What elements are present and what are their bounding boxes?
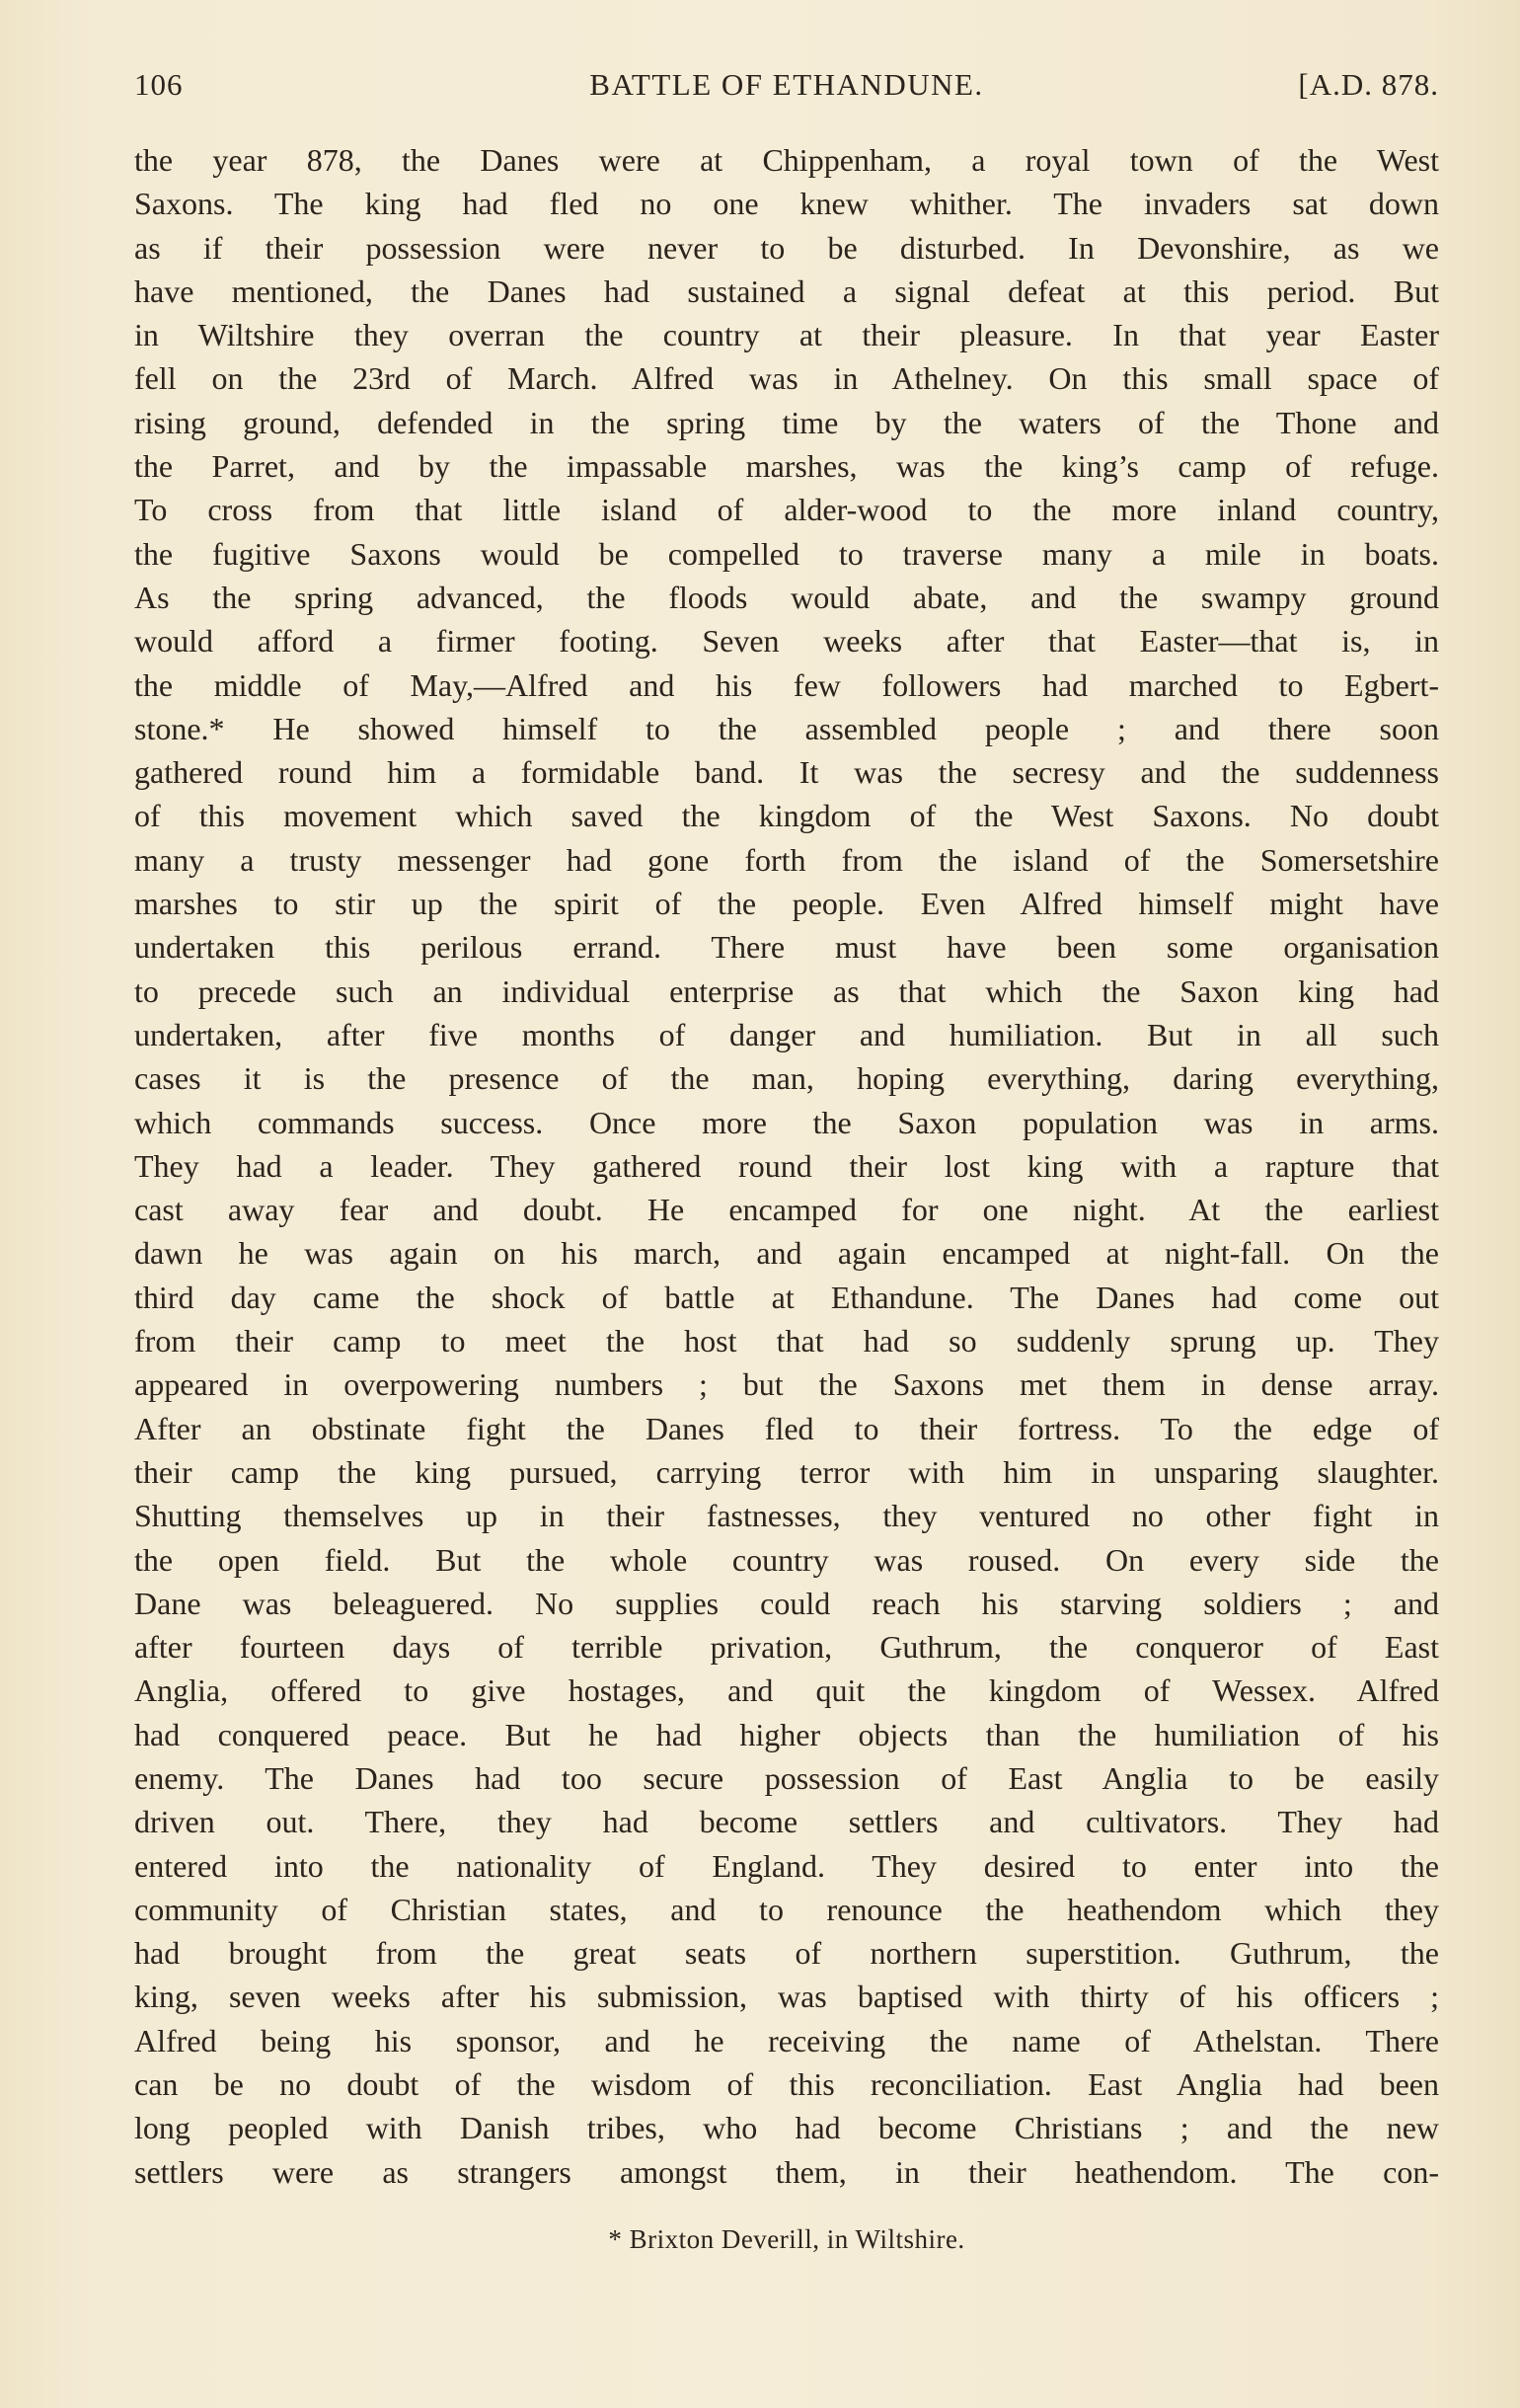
body-line: cast away fear and doubt. He encamped for one night. At the earliest <box>134 1192 1439 1228</box>
body-line: Saxons. The king had fled no one knew whither. The invaders sat down <box>134 186 1439 222</box>
body-line: fell on the 23rd of March. Alfred was in Athelney. On this small space of <box>134 360 1439 397</box>
body-line: of this movement which saved the kingdom of the West Saxons. No doubt <box>134 798 1439 834</box>
body-line: the year 878, the Danes were at Chippenham, a royal town of the West <box>134 142 1439 178</box>
body-text <box>134 138 1439 2194</box>
body-line: as if their possession were never to be disturbed. In Devonshire, as we <box>134 229 1439 266</box>
body-line: Dane was beleaguered. No supplies could reach his starving soldiers ; and <box>134 1585 1439 1621</box>
body-line: cases it is the presence of the man, hoping everything, daring everything, <box>134 1060 1439 1097</box>
date-marker: [A.D. 878. <box>1298 67 1439 102</box>
body-line: long peopled with Danish tribes, who had become Christians ; and the new <box>134 2110 1439 2146</box>
footnote: * Brixton Deverill, in Wiltshire. <box>608 2224 965 2254</box>
body-line: dawn he was again on his march, and again encamped at night-fall. On the <box>134 1235 1439 1272</box>
body-line: which commands success. Once more the Saxon population was in arms. <box>134 1104 1439 1140</box>
body-line: had brought from the great seats of northern superstition. Guthrum, the <box>134 1935 1439 1972</box>
body-line: They had a leader. They gathered round their lost king with a rapture that <box>134 1147 1439 1184</box>
body-line: undertaken this perilous errand. There must have been some organisation <box>134 929 1439 966</box>
body-line: many a trusty messenger had gone forth from the island of the Somersetshire <box>134 841 1439 878</box>
body-line: king, seven weeks after his submission, was baptised with thirty of his officers ; <box>134 1979 1439 2015</box>
body-line: To cross from that little island of alder-wood to the more inland country, <box>134 492 1439 528</box>
body-line: to precede such an individual enterprise as that which the Saxon king had <box>134 972 1439 1009</box>
body-line: undertaken, after five months of danger and humiliation. But in all such <box>134 1016 1439 1052</box>
body-line: the fugitive Saxons would be compelled to traverse many a mile in boats. <box>134 535 1439 572</box>
body-line: rising ground, defended in the spring time by the waters of the Thone and <box>134 404 1439 440</box>
page-header <box>134 67 1439 113</box>
body-line: marshes to stir up the spirit of the people. Even Alfred himself might have <box>134 886 1439 922</box>
running-title: BATTLE OF ETHANDUNE. <box>589 67 984 102</box>
body-line: the open field. But the whole country was roused. On every side the <box>134 1541 1439 1578</box>
body-line: Alfred being his sponsor, and he receiving the name of Athelstan. There <box>134 2022 1439 2058</box>
body-line: As the spring advanced, the floods would abate, and the swampy ground <box>134 579 1439 615</box>
body-line: enemy. The Danes had too secure possession of East Anglia to be easily <box>134 1759 1439 1796</box>
body-line: entered into the nationality of England. They desired to enter into the <box>134 1847 1439 1884</box>
body-line: would afford a firmer footing. Seven weeks after that Easter—that is, in <box>134 623 1439 660</box>
body-line: after fourteen days of terrible privation, Guthrum, the conqueror of East <box>134 1629 1439 1666</box>
body-line: appeared in overpowering numbers ; but the Saxons met them in dense array. <box>134 1366 1439 1403</box>
body-line: settlers were as strangers amongst them, in their heathendom. The con- <box>134 2153 1439 2190</box>
body-line: have mentioned, the Danes had sustained a signal defeat at this period. But <box>134 272 1439 309</box>
body-line: their camp the king pursued, carrying terror with him in unsparing slaughter. <box>134 1453 1439 1490</box>
body-line: can be no doubt of the wisdom of this reconciliation. East Anglia had been <box>134 2066 1439 2103</box>
body-line: driven out. There, they had become settlers and cultivators. They had <box>134 1804 1439 1840</box>
body-line: the Parret, and by the impassable marshes, was the king’s camp of refuge. <box>134 448 1439 485</box>
body-line: Shutting themselves up in their fastnesses, they ventured no other fight in <box>134 1498 1439 1534</box>
body-line: Anglia, offered to give hostages, and quit the kingdom of Wessex. Alfred <box>134 1672 1439 1709</box>
body-line: from their camp to meet the host that had so suddenly sprung up. They <box>134 1323 1439 1359</box>
body-line: the middle of May,—Alfred and his few followers had marched to Egbert- <box>134 666 1439 703</box>
body-line: gathered round him a formidable band. It was the secresy and the suddenness <box>134 754 1439 791</box>
body-line: third day came the shock of battle at Ethandune. The Danes had come out <box>134 1279 1439 1315</box>
page-number: 106 <box>134 67 184 102</box>
body-line: After an obstinate fight the Danes fled to their fortress. To the edge of <box>134 1410 1439 1446</box>
body-line: community of Christian states, and to renounce the heathendom which they <box>134 1891 1439 1927</box>
body-line: in Wiltshire they overran the country at their pleasure. In that year Easter <box>134 317 1439 353</box>
body-line: stone.* He showed himself to the assembled people ; and there soon <box>134 710 1439 746</box>
body-line: had conquered peace. But he had higher objects than the humiliation of his <box>134 1716 1439 1752</box>
